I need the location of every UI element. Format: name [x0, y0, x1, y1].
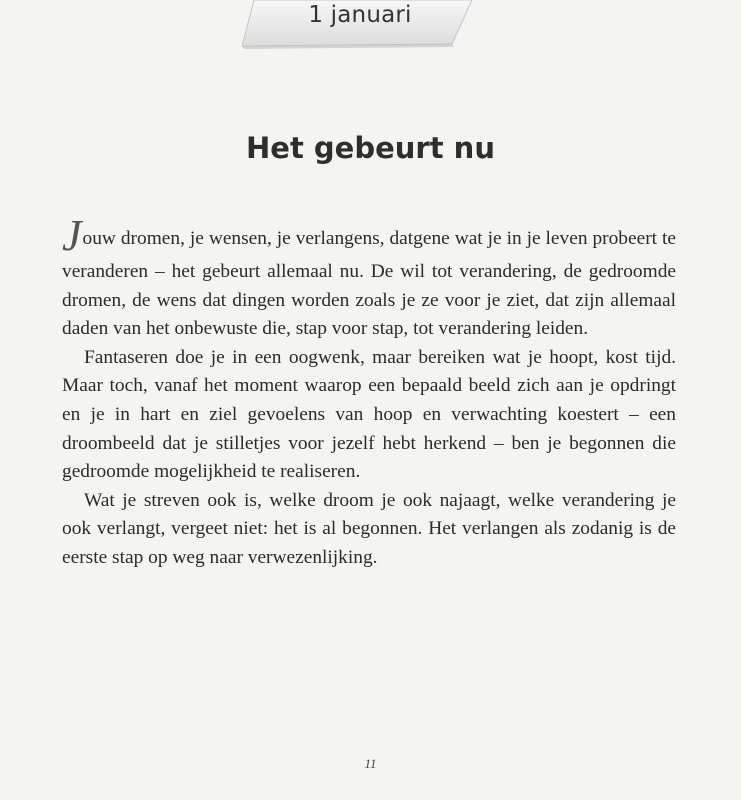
paragraph-3: Wat je streven ook is, welke droom je ook najaagt, welke verandering je ook verlangt, vergeet niet: het is al begonnen. Het verlangen als zodanig is de eerste stap op weg naar verwezenlijking. [62, 489, 676, 568]
date-label: 1 januari [308, 2, 412, 28]
paragraph-1-text: ouw dromen, je wensen, je verlangens, datgene wat je in je leven probeert te veranderen – het gebeurt allemaal nu. De wil tot verandering, de gedroomde dromen, de wens dat dingen worden zoals je ze voor je ziet, dat zijn allemaal daden van het onbewuste die, stap voor stap, tot verandering leiden. [62, 228, 676, 340]
paragraph-1 [62, 211, 676, 344]
page-number: 11 [364, 756, 377, 771]
body-text [62, 211, 676, 573]
paragraph-2: Fantaseren doe je in een oogwenk, maar bereiken wat je hoopt, kost tijd. Maar toch, vanaf het moment waarop een bepaald beeld zich aan je opdringt en je in hart en ziel gevoelens van hoop en verwachting koestert – een droombeeld dat je stilletjes voor jezelf hebt herkend – ben je begonnen die gedroomde mogelijkheid te realiseren. [62, 346, 676, 483]
page-title: Het gebeurt nu [246, 131, 495, 165]
drop-cap: J [62, 211, 82, 260]
date-tab [240, 0, 480, 46]
